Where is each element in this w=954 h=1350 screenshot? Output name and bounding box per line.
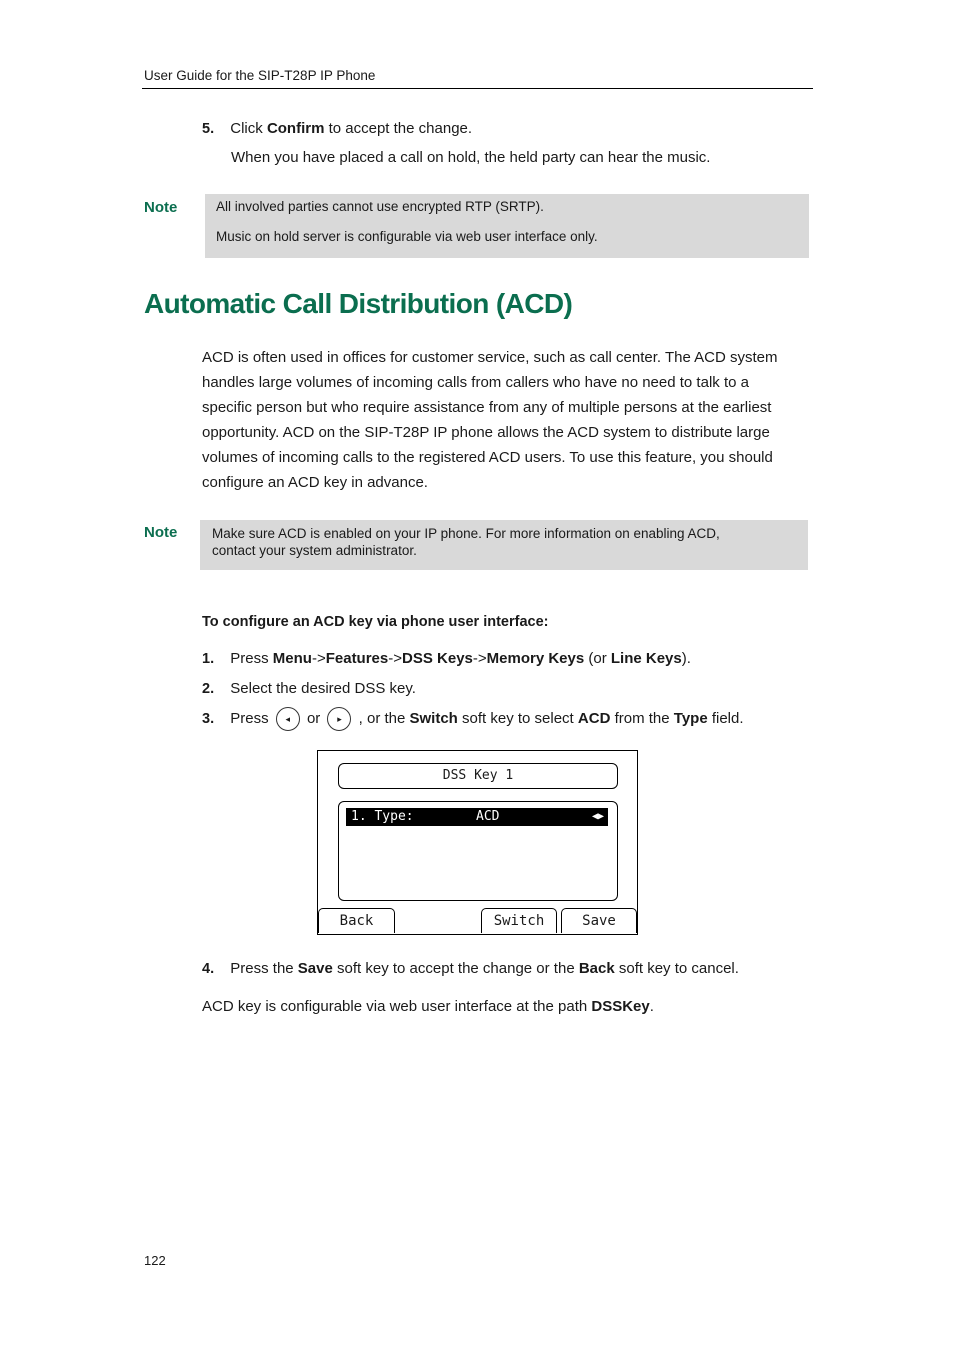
step-number: 1. [202, 651, 215, 667]
paragraph-line: ACD is often used in offices for customer service, such as call center. The ACD system [202, 349, 778, 366]
page-number: 122 [144, 1253, 166, 1268]
left-right-arrows-icon: ◀▶ [591, 811, 604, 822]
type-field-row[interactable] [346, 808, 608, 826]
step-2 [202, 676, 416, 702]
step-1 [202, 646, 691, 672]
step-5-followup: When you have placed a call on hold, the held party can hear the music. [231, 149, 711, 166]
ui-term-switch: Switch [409, 710, 458, 727]
ui-term-type: Type [673, 710, 708, 727]
step-text: Press [230, 650, 273, 667]
step-text: -> [472, 650, 487, 667]
step-text: field. [707, 710, 744, 727]
paragraph-line: volumes of incoming calls to the registered ACD users. To use this feature, you should [202, 449, 773, 466]
step-5 [202, 116, 472, 142]
step-number: 4. [202, 961, 215, 977]
procedure-title: To configure an ACD key via phone user interface: [202, 614, 549, 630]
ui-term-save: Save [297, 960, 333, 977]
step-text: soft key to select [457, 710, 578, 727]
type-field-label: 1. Type: [351, 809, 414, 824]
step-text: from the [610, 710, 674, 727]
intro-paragraph [202, 345, 812, 495]
step-number: 2. [202, 681, 215, 697]
step-text: soft key to cancel. [614, 960, 739, 977]
ui-term-dsskey: DSSKey [591, 998, 650, 1015]
step-text: to accept the change. [324, 120, 473, 137]
screen-title: DSS Key 1 [338, 763, 618, 789]
step-text: soft key to accept the change or the [332, 960, 579, 977]
paragraph-line: handles large volumes of incoming calls from callers who have no need to talk to a [202, 374, 749, 391]
step-text: Press [230, 710, 273, 727]
step-number: 3. [202, 711, 215, 727]
step-text: Click [230, 120, 267, 137]
section-heading: Automatic Call Distribution (ACD) [144, 288, 573, 319]
paragraph-text: . [649, 998, 654, 1015]
running-header: User Guide for the SIP-T28P IP Phone [144, 68, 376, 83]
back-softkey[interactable]: Back [318, 908, 395, 933]
ui-term-acd: ACD [577, 710, 611, 727]
ui-term-confirm: Confirm [266, 120, 325, 137]
note-line: contact your system administrator. [212, 543, 417, 558]
header-rule [142, 88, 813, 89]
ui-term-dss-keys: DSS Keys [402, 650, 473, 667]
ui-term-line-keys: Line Keys [610, 650, 682, 667]
screen-panel [338, 801, 618, 901]
note-box [200, 520, 808, 570]
note-line: All involved parties cannot use encrypted RTP (SRTP). [216, 199, 544, 214]
step-4 [202, 956, 739, 982]
left-navigation-key-icon: ◂ [276, 707, 300, 731]
step-text: -> [388, 650, 403, 667]
step-text: Press the [230, 960, 298, 977]
type-field-value: ACD [476, 809, 500, 824]
step-text: (or [584, 650, 611, 667]
note-line: Music on hold server is configurable via web user interface only. [216, 229, 598, 244]
note-box [205, 194, 809, 258]
step-text: or [302, 710, 325, 727]
step-number: 5. [202, 121, 215, 137]
ui-term-memory-keys: Memory Keys [486, 650, 585, 667]
paragraph-line: configure an ACD key in advance. [202, 474, 428, 491]
paragraph-line: specific person but who require assistance from any of multiple persons at the earliest [202, 399, 772, 416]
phone-screen [317, 750, 638, 935]
step-text: , or the [354, 710, 410, 727]
note-line: Make sure ACD is enabled on your IP phone. For more information on enabling ACD, [212, 526, 720, 541]
step-text: -> [311, 650, 326, 667]
step-text: Select the desired DSS key. [230, 680, 416, 697]
ui-term-menu: Menu [272, 650, 312, 667]
note-label: Note [144, 524, 178, 541]
note-label: Note [144, 199, 178, 216]
ui-term-features: Features [325, 650, 389, 667]
ui-term-back: Back [578, 960, 615, 977]
paragraph-text: ACD key is configurable via web user interface at the path [202, 998, 592, 1015]
step-3 [202, 706, 744, 732]
web-config-note [202, 994, 654, 1019]
switch-softkey[interactable]: Switch [481, 908, 557, 933]
step-text: ). [681, 650, 691, 667]
right-navigation-key-icon: ▸ [327, 707, 351, 731]
save-softkey[interactable]: Save [561, 908, 637, 933]
paragraph-line: opportunity. ACD on the SIP-T28P IP phone allows the ACD system to distribute large [202, 424, 770, 441]
